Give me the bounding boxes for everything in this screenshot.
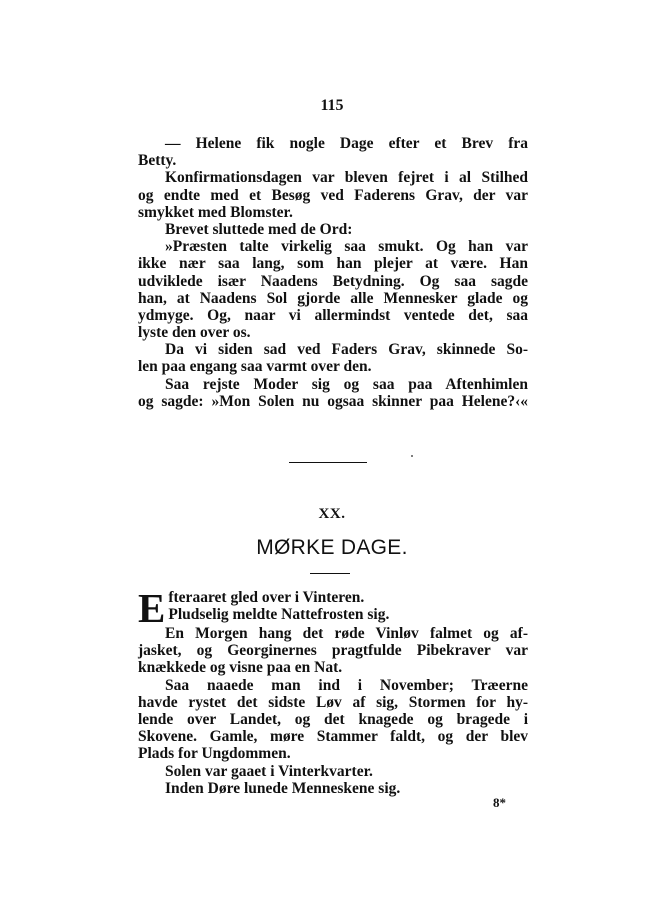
text-line: Pludselig meldte Nattefrosten sig. bbox=[168, 606, 390, 624]
dropcap-paragraph bbox=[138, 589, 528, 625]
text-lines-continued bbox=[138, 625, 528, 797]
text-line: fteraaret gled over i Vinteren. bbox=[168, 589, 365, 606]
text-line: og endte med et Besøg ved Faderens Grav, der var bbox=[138, 186, 528, 204]
section-divider-rule bbox=[289, 462, 367, 463]
text-line: Skovene. Gamle, møre Stammer faldt, og der blev bbox=[138, 728, 528, 746]
text-line: jasket, og Georginernes pragtfulde Pibekraver var bbox=[138, 642, 528, 660]
text-line: Konfirmationsdagen var bleven fejret i al Stilhed bbox=[165, 169, 528, 187]
text-line: ydmyge. Og, naar vi allermindst ventede det, saa bbox=[138, 306, 528, 324]
text-line: Saa naaede man ind i November; Træerne bbox=[165, 676, 528, 694]
text-line: smykket med Blomster. bbox=[138, 203, 293, 221]
text-line: — Helene fik nogle Dage efter et Brev fra bbox=[165, 135, 528, 152]
page-number: 115 bbox=[320, 97, 344, 114]
text-line: Saa rejste Moder sig og saa paa Aftenhimlen bbox=[165, 375, 528, 393]
text-line: han, at Naadens Sol gjorde alle Mennesker glade og bbox=[138, 289, 528, 307]
text-line: knækkede og visne paa en Nat. bbox=[138, 659, 343, 677]
text-line: lende over Landet, og det knagede og bragede i bbox=[138, 710, 528, 728]
chapter-number: XX. bbox=[318, 506, 346, 522]
print-speck bbox=[411, 455, 413, 457]
text-line: Solen var gaaet i Vinterkvarter. bbox=[165, 762, 373, 780]
text-line: Brevet sluttede med de Ord: bbox=[165, 220, 353, 238]
text-line: ikke nær saa lang, som han plejer at være. Han bbox=[138, 255, 528, 273]
signature-mark: 8* bbox=[493, 795, 506, 810]
text-section-1 bbox=[138, 135, 528, 410]
text-line: Inden Døre lunede Menneskene sig. bbox=[165, 779, 401, 797]
text-line: udviklede især Naadens Betydning. Og saa sagde bbox=[138, 272, 528, 290]
text-line: En Morgen hang det røde Vinløv falmet og af- bbox=[165, 625, 528, 642]
text-line: og sagde: »Mon Solen nu ogsaa skinner paa Helene?‹« bbox=[138, 392, 528, 410]
text-section-2 bbox=[138, 589, 528, 797]
text-line: havde rystet det sidste Løv af sig, Stormen for hy- bbox=[138, 693, 528, 711]
text-line: Da vi siden sad ved Faders Grav, skinnede So- bbox=[165, 341, 528, 359]
text-line: len paa engang saa varmt over den. bbox=[138, 358, 372, 376]
chapter-title: MØRKE DAGE. bbox=[256, 536, 408, 559]
text-line: »Præsten talte virkelig saa smukt. Og han var bbox=[165, 238, 528, 256]
text-line: Plads for Ungdommen. bbox=[138, 745, 291, 763]
drop-cap-letter: E bbox=[138, 589, 166, 625]
title-underline-rule bbox=[310, 573, 350, 574]
text-line: Betty. bbox=[138, 152, 177, 170]
text-line: lyste den over os. bbox=[138, 324, 251, 342]
